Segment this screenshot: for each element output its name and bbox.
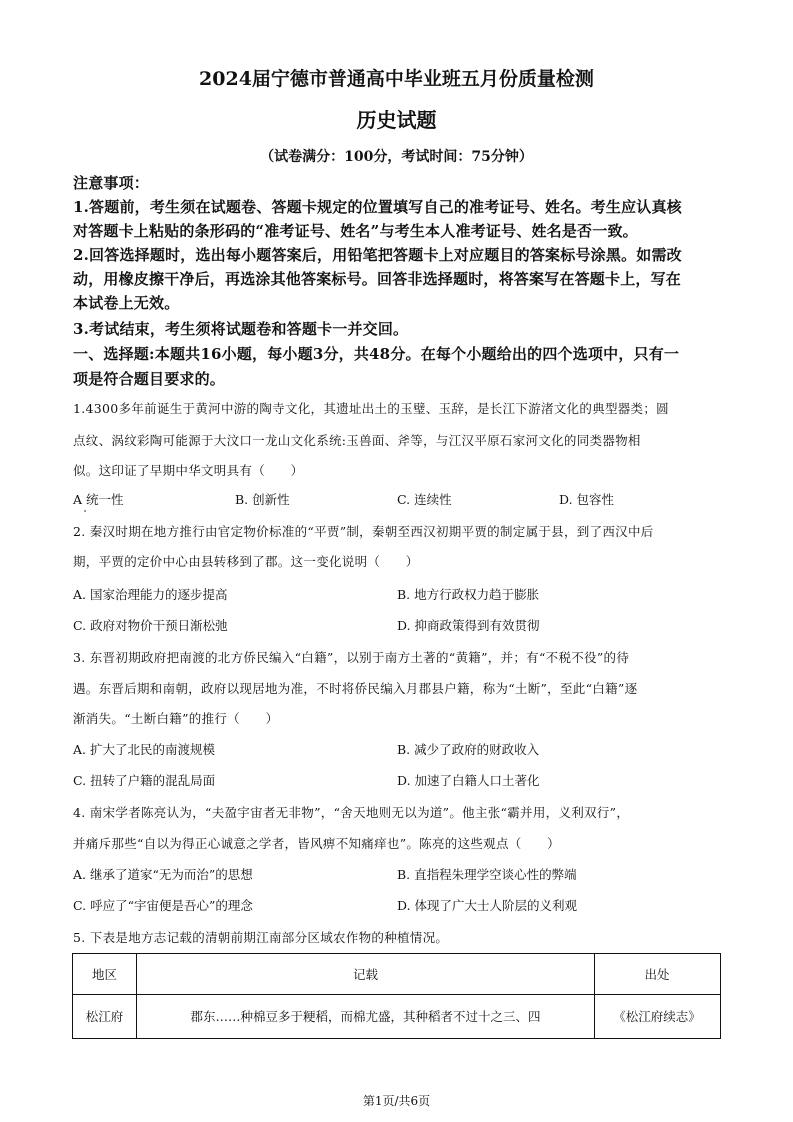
section-heading: 项是符合题目要求的。 xyxy=(73,370,226,388)
instruction-line: 本试卷上无效。 xyxy=(73,294,180,312)
option[interactable]: D. 包容性 xyxy=(559,492,615,507)
table-cell: 松江府 xyxy=(85,1009,124,1024)
stray-dot xyxy=(84,510,86,512)
question-line: 点纹、涡纹彩陶可能源于大汶口一龙山文化系统:玉兽面、斧等，与江汉平原石家河文化的同类器物相 xyxy=(73,433,641,448)
question-line: 4. 南宋学者陈亮认为，“夫盈宇宙者无非物”，“舍天地则无以为道”。他主张“霸并用，义利双行”， xyxy=(73,805,630,820)
option[interactable]: A 统一性 xyxy=(73,492,124,507)
data-table xyxy=(72,953,721,1039)
option[interactable]: B. 地方行政权力趋于膨胀 xyxy=(397,587,540,602)
option[interactable]: C. 政府对物价干预日渐松弛 xyxy=(73,618,228,633)
section-heading: 一、选择题:本题共16小题，每小题3分，共48分。在每个小题给出的四个选项中，只有一 xyxy=(73,345,680,363)
question-line: 2. 秦汉时期在地方推行由官定物价标准的“平贾”制，秦朝至西汉初期平贾的制定属于县，到了西汉中后 xyxy=(73,524,654,539)
instructions-heading: 注意事项： xyxy=(73,174,150,192)
instruction-line: 动，用橡皮擦干净后，再选涂其他答案标号。回答非选择题时，将答案写在答题卡上，写在 xyxy=(73,270,682,288)
option[interactable]: C. 连续性 xyxy=(397,492,452,507)
table-header: 地区 xyxy=(91,967,117,982)
option[interactable]: A. 国家治理能力的逐步提高 xyxy=(73,587,228,602)
option[interactable]: D. 抑商政策得到有效贯彻 xyxy=(397,618,540,633)
table-header: 出处 xyxy=(644,967,670,982)
option[interactable]: B. 直指程朱理学空谈心性的弊端 xyxy=(397,867,577,882)
instruction-line: 2.回答选择题时，选出每小题答案后，用铅笔把答题卡上对应题目的答案标号涂黑。如需改 xyxy=(73,246,682,264)
option[interactable]: B. 减少了政府的财政收入 xyxy=(397,742,540,757)
option[interactable]: A. 继承了道家“无为而治”的思想 xyxy=(73,867,253,882)
table-header: 记载 xyxy=(352,967,378,982)
question-line: 5. 下表是地方志记载的清朝前期江南部分区域农作物的种植情况。 xyxy=(73,930,449,945)
instruction-line: 3.考试结束，考生须将试题卷和答题卡一并交回。 xyxy=(73,320,409,338)
question-line: 遇。东晋后期和南朝，政府以现居地为准，不时将侨民编入月郡县户籍，称为“土断”，至此“白籍”逐 xyxy=(73,681,638,696)
exam-title: 2024届宁德市普通高中毕业班五月份质量检测 xyxy=(199,68,594,90)
option[interactable]: C. 呼应了“宇宙便是吾心”的理念 xyxy=(73,898,253,913)
option[interactable]: A. 扩大了北民的南渡规模 xyxy=(73,742,215,757)
table-divider xyxy=(73,994,720,995)
instruction-line: 1.答题前，考生须在试题卷、答题卡规定的位置填写自己的准考证号、姓名。考生应认真核 xyxy=(73,198,682,216)
instruction-line: 对答题卡上粘贴的条形码的“准考证号、姓名”与考生本人准考证号、姓名是否一致。 xyxy=(73,222,638,240)
table-cell: 《松江府续志》 xyxy=(613,1009,701,1024)
question-line: 并痛斥那些“自以为得正心诚意之学者，皆风痹不知痛痒也”。陈亮的这些观点（ ） xyxy=(73,836,560,851)
subject-title: 历史试题 xyxy=(356,108,437,132)
option[interactable]: B. 创新性 xyxy=(235,492,290,507)
question-line: 3. 东晋初期政府把南渡的北方侨民编入“白籍”，以别于南方土著的“黄籍”，并；有“不税不役”的待 xyxy=(73,650,630,665)
option[interactable]: D. 体现了广大士人阶层的义利观 xyxy=(397,898,578,913)
question-line: 渐消失。“土断白籍”的推行（ ） xyxy=(73,711,279,726)
option[interactable]: C. 扭转了户籍的混乱局面 xyxy=(73,773,216,788)
question-line: 期，平贾的定价中心由县转移到了郡。这一变化说明（ ） xyxy=(73,554,419,569)
table-cell: 郡东……种棉豆多于粳稻，而棉尤盛，其种稻者不过十之三、四 xyxy=(190,1009,541,1024)
exam-meta: （试卷满分：100分，考试时间：75分钟） xyxy=(260,149,533,165)
question-line: 似。这印证了早期中华文明具有（ ） xyxy=(73,463,304,478)
question-line: 1.4300多年前诞生于黄河中游的陶寺文化，其遗址出土的玉璧、玉辞，是长江下游渚文化的典型器类；圆 xyxy=(73,401,669,416)
option[interactable]: D. 加速了白籍人口土著化 xyxy=(397,773,540,788)
page-number: 第1页/共6页 xyxy=(362,1094,431,1108)
